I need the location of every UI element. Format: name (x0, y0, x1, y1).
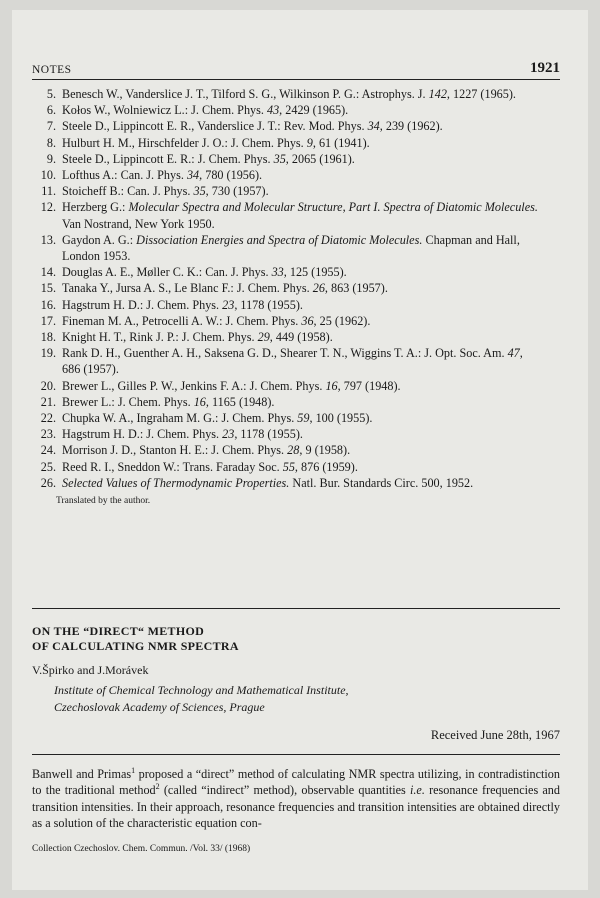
affiliation-line: Institute of Chemical Technology and Mathematical Institute, (54, 683, 349, 697)
affiliation-line: Czechoslovak Academy of Sciences, Prague (54, 700, 265, 714)
page-header (32, 57, 560, 80)
journal-page (12, 10, 588, 890)
reference-item (32, 183, 542, 199)
reference-item (32, 232, 542, 264)
reference-text: Hagstrum H. D.: J. Chem. Phys. 23, 1178 (1955). (62, 427, 303, 442)
reference-text: Herzberg G.: Molecular Spectra and Molecular Structure, Part I. Spectra of Diatomic Molecules. Van Nostrand, New York 1950. (62, 200, 538, 231)
reference-text: Douglas A. E., Møller C. K.: Can. J. Phys. 33, 125 (1955). (62, 265, 347, 280)
reference-item (32, 135, 542, 151)
reference-number: 14. (40, 265, 56, 280)
reference-number: 6. (46, 103, 56, 118)
reference-text: Stoicheff B.: Can. J. Phys. 35, 730 (1957). (62, 184, 269, 199)
reference-list (32, 86, 542, 491)
reference-item (32, 199, 542, 231)
reference-item (32, 297, 542, 313)
reference-item (32, 378, 542, 394)
reference-number: 16. (40, 297, 56, 312)
article-title-line: OF CALCULATING NMR SPECTRA (32, 639, 239, 653)
reference-item (32, 329, 542, 345)
reference-item (32, 475, 542, 491)
reference-text: Knight H. T., Rink J. P.: J. Chem. Phys. 29, 449 (1958). (62, 330, 333, 345)
reference-text: Lofthus A.: Can. J. Phys. 34, 780 (1956). (62, 168, 263, 183)
reference-text: Chupka W. A., Ingraham M. G.: J. Chem. Phys. 59, 100 (1955). (62, 411, 373, 426)
reference-item (32, 151, 542, 167)
translated-note: Translated by the author. (56, 496, 151, 506)
article-affiliation (54, 682, 349, 716)
reference-number: 23. (40, 427, 56, 442)
reference-item (32, 264, 542, 280)
reference-number: 5. (46, 87, 56, 101)
reference-text: Fineman M. A., Petrocelli A. W.: J. Chem. Phys. 36, 25 (1962). (62, 313, 371, 328)
reference-text: Morrison J. D., Stanton H. E.: J. Chem. Phys. 28, 9 (1958). (62, 443, 351, 458)
reference-number: 12. (40, 200, 56, 215)
abstract-divider (32, 754, 560, 755)
reference-item (32, 86, 542, 102)
reference-text: Gaydon A. G.: Dissociation Energies and Spectra of Diatomic Molecules. Chapman and Hall, London 1953. (62, 232, 520, 264)
reference-text: Brewer L., Gilles P. W., Jenkins F. A.: J. Chem. Phys. 16, 797 (1948). (62, 378, 401, 393)
reference-text: Benesch W., Vanderslice J. T., Tilford S. G., Wilkinson P. G.: Astrophys. J. 142, 1227 (1965). (62, 87, 516, 101)
page-footer: Collection Czechoslov. Chem. Commun. /Vol. 33/ (1968) (32, 844, 251, 854)
reference-item (32, 313, 542, 329)
reference-item (32, 426, 542, 442)
reference-number: 11. (41, 184, 56, 199)
reference-item (32, 410, 542, 426)
reference-number: 21. (40, 394, 56, 409)
reference-number: 15. (40, 281, 56, 296)
reference-text: Reed R. I., Sneddon W.: Trans. Faraday Soc. 55, 876 (1959). (62, 459, 358, 474)
reference-text: Hagstrum H. D.: J. Chem. Phys. 23, 1178 (1955). (62, 297, 303, 312)
reference-item (32, 394, 542, 410)
section-label: NOTES (32, 64, 72, 76)
section-divider (32, 608, 560, 609)
article-title (32, 624, 239, 654)
reference-text: Kołos W., Wolniewicz L.: J. Chem. Phys. 43, 2429 (1965). (62, 103, 349, 118)
reference-number: 18. (40, 330, 56, 345)
reference-number: 26. (40, 475, 56, 490)
reference-number: 10. (40, 168, 56, 183)
reference-item (32, 442, 542, 458)
reference-text: Tanaka Y., Jursa A. S., Le Blanc F.: J. Chem. Phys. 26, 863 (1957). (62, 281, 388, 296)
reference-number: 24. (40, 443, 56, 458)
reference-number: 8. (46, 135, 56, 150)
reference-number: 17. (40, 313, 56, 328)
reference-item (32, 167, 542, 183)
reference-number: 20. (40, 378, 56, 393)
reference-text: Selected Values of Thermodynamic Properties. Natl. Bur. Standards Circ. 500, 1952. (62, 475, 474, 490)
reference-number: 13. (40, 232, 56, 247)
page-number: 1921 (530, 60, 560, 76)
article-body-text: Banwell and Primas$^1$ proposed a “direct” method of calculating NMR spectra utilizing, in contradistinction to the traditional method$^2$ (called “indirect” method), observable quantities i.e. resonance frequencies and transition intensities. In their approach, resonance frequencies and transition intensities are obtained directly as a solution of the characteristic equation con- (32, 765, 560, 830)
reference-item (32, 459, 542, 475)
reference-item (32, 345, 542, 377)
reference-number: 22. (40, 411, 56, 426)
reference-number: 7. (46, 119, 56, 134)
reference-item (32, 280, 542, 296)
reference-text: Brewer L.: J. Chem. Phys. 16, 1165 (1948). (62, 394, 275, 409)
reference-text: Hulburt H. M., Hirschfelder J. O.: J. Chem. Phys. 9, 61 (1941). (62, 135, 370, 150)
article-title-line: ON THE “DIRECT“ METHOD (32, 624, 205, 638)
reference-text: Rank D. H., Guenther A. H., Saksena G. D., Shearer T. N., Wiggins T. A.: J. Opt. Soc. Am. 47, 686 (1957). (62, 346, 523, 377)
reference-text: Steele D., Lippincott E. R., Vanderslice J. T.: Rev. Mod. Phys. 34, 239 (1962). (62, 119, 443, 134)
reference-number: 25. (40, 459, 56, 474)
reference-item (32, 102, 542, 118)
received-date: Received June 28th, 1967 (430, 728, 560, 742)
reference-number: 9. (46, 151, 56, 166)
article-authors: V.Špirko and J.Morávek (32, 663, 149, 677)
reference-number: 19. (40, 346, 56, 361)
reference-text: Steele D., Lippincott E. R.: J. Chem. Phys. 35, 2065 (1961). (62, 151, 355, 166)
reference-item (32, 118, 542, 134)
